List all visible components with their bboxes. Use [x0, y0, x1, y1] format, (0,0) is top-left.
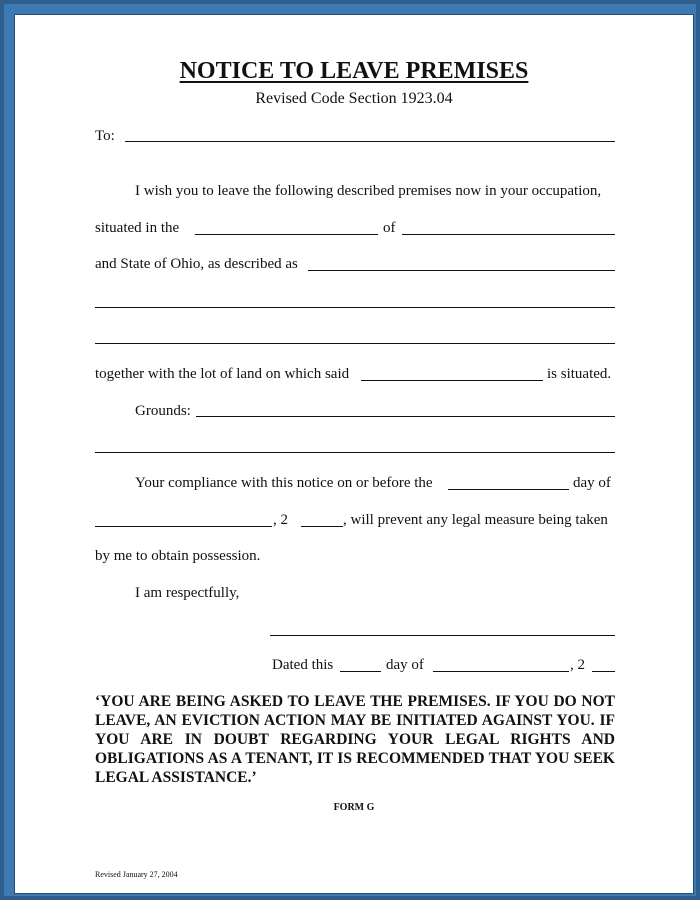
- intro-text: I wish you to leave the following described premises now in your occupation,: [135, 183, 602, 199]
- building-blank[interactable]: [361, 380, 543, 381]
- situated-end: is situated.: [547, 366, 612, 382]
- form-label: FORM G: [333, 802, 375, 813]
- signature-blank[interactable]: [270, 635, 615, 636]
- eviction-warning: ‘YOU ARE BEING ASKED TO LEAVE THE PREMISES. IF YOU DO NOT LEAVE, AN EVICTION ACTION MAY BE INITIATED AGAINST YOU. IF YOU ARE IN DOUBT REGARDING YOUR LEGAL RIGHTS AND OBLIGATIONS AS A TENANT, IT IS RECOMMENDED THAT YOU SEEK LEGAL ASSISTANCE.’: [95, 693, 615, 786]
- prevent-text: , will prevent any legal measure being taken: [343, 512, 608, 528]
- year-prefix: , 2: [273, 512, 288, 528]
- description-blank[interactable]: [308, 270, 615, 271]
- of-label: of: [383, 220, 396, 236]
- situated-label: situated in the: [95, 220, 180, 236]
- description-blank-2[interactable]: [95, 307, 615, 308]
- situated-blank[interactable]: [195, 234, 378, 235]
- state-label: and State of Ohio, as described as: [95, 256, 298, 272]
- compliance-day-blank[interactable]: [448, 489, 569, 490]
- grounds-blank[interactable]: [196, 416, 615, 417]
- document-subtitle: Revised Code Section 1923.04: [255, 90, 453, 107]
- to-label: To:: [95, 128, 115, 144]
- dated-this-label: Dated this: [272, 657, 334, 673]
- respectfully-text: I am respectfully,: [135, 585, 240, 601]
- compliance-year-blank[interactable]: [301, 526, 343, 527]
- to-blank[interactable]: [125, 141, 615, 142]
- dated-year-prefix: , 2: [570, 657, 585, 673]
- dated-year-blank[interactable]: [592, 671, 615, 672]
- description-blank-3[interactable]: [95, 343, 615, 344]
- day-of-label: day of: [573, 475, 611, 491]
- compliance-month-blank[interactable]: [95, 526, 272, 527]
- revised-date: Revised January 27, 2004: [95, 870, 178, 879]
- outer-frame: [4, 4, 696, 896]
- dated-month-blank[interactable]: [433, 671, 569, 672]
- dated-day-blank[interactable]: [340, 671, 381, 672]
- grounds-blank-2[interactable]: [95, 452, 615, 453]
- possession-text: by me to obtain possession.: [95, 548, 261, 564]
- of-blank[interactable]: [402, 234, 615, 235]
- together-label: together with the lot of land on which said: [95, 366, 350, 382]
- compliance-text: Your compliance with this notice on or before the: [135, 475, 433, 491]
- document-title: NOTICE TO LEAVE PREMISES: [179, 58, 529, 84]
- grounds-label: Grounds:: [135, 403, 191, 419]
- document-page: [14, 14, 694, 894]
- dated-day-of-label: day of: [386, 657, 424, 673]
